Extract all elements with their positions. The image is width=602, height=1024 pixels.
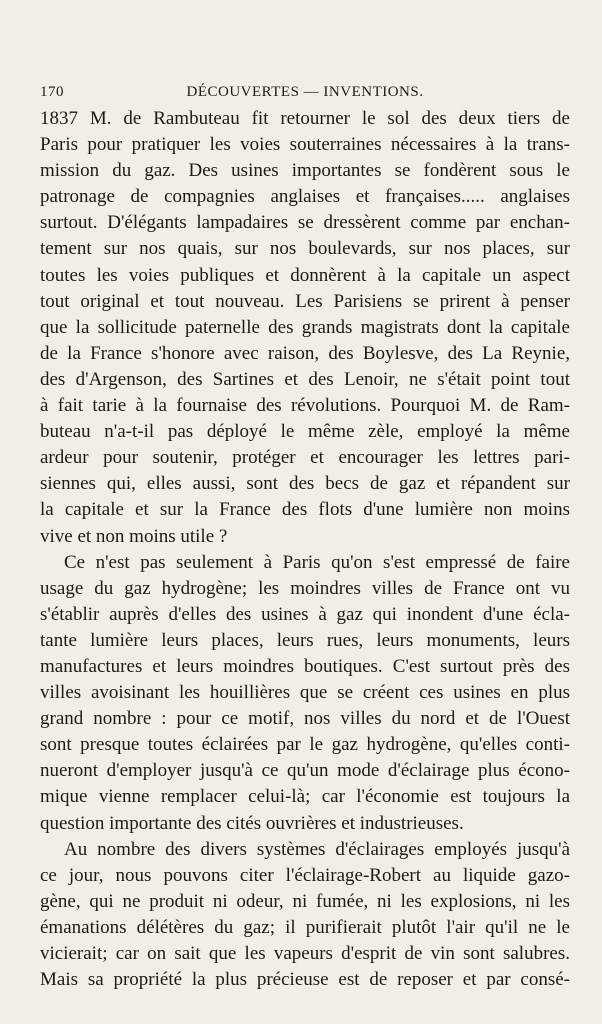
- text-line: ce jour, nous pouvons citer l'éclairage-Robert au liquide gazo-: [40, 864, 570, 886]
- body-text: [40, 106, 570, 993]
- text-line: tante lumière leurs places, leurs rues, leurs monuments, leurs: [40, 629, 570, 651]
- paragraph-end-line: question importante des cités ouvrières et industrieuses.: [40, 812, 464, 834]
- text-line: des d'Argenson, des Sartines et des Lenoir, ne s'était point tout: [40, 368, 570, 390]
- page-header: [40, 84, 570, 104]
- text-line: de la France s'honore avec raison, des Boylesve, des La Reynie,: [40, 342, 570, 364]
- text-line: patronage de compagnies anglaises et françaises..... anglaises: [40, 186, 570, 208]
- text-line: s'établir auprès d'elles des usines à gaz qui inondent d'une écla-: [40, 603, 570, 625]
- text-line: la capitale et sur la France des flots d'une lumière non moins: [40, 499, 570, 521]
- text-line: grand nombre : pour ce motif, nos villes du nord et de l'Ouest: [40, 708, 570, 730]
- text-line: siennes qui, elles aussi, sont des becs de gaz et répandent sur: [40, 473, 570, 495]
- paragraph-start-line: Au nombre des divers systèmes d'éclairages employés jusqu'à: [64, 838, 570, 860]
- text-line: manufactures et leurs moindres boutiques. C'est surtout près des: [40, 655, 570, 677]
- text-line: 1837 M. de Rambuteau fit retourner le sol des deux tiers de: [40, 108, 570, 129]
- paragraph-end-line: vive et non moins utile ?: [40, 525, 228, 547]
- text-line: Paris pour pratiquer les voies souterraines nécessaires à la trans-: [40, 134, 570, 156]
- paragraph-start-line: Ce n'est pas seulement à Paris qu'on s'est empressé de faire: [64, 551, 570, 573]
- text-line: vicierait; car on sait que les vapeurs d'esprit de vin sont salubres.: [40, 943, 570, 964]
- text-line: villes avoisinant les houillières que se créent ces usines en plus: [40, 682, 570, 704]
- text-line: tout original et tout nouveau. Les Parisiens se prirent à penser: [40, 290, 570, 312]
- text-line: toutes les voies publiques et donnèrent à la capitale un aspect: [40, 264, 570, 286]
- text-line: gène, qui ne produit ni odeur, ni fumée, ni les explosions, ni les: [40, 890, 570, 912]
- text-line: Mais sa propriété la plus précieuse est de reposer et par consé-: [40, 969, 570, 991]
- text-line: surtout. D'élégants lampadaires se dressèrent comme par enchan-: [40, 212, 570, 234]
- text-line: à fait tarie à la fournaise des révolutions. Pourquoi M. de Ram-: [40, 395, 570, 417]
- running-head: DÉCOUVERTES — INVENTIONS.: [186, 84, 424, 100]
- text-line: ardeur pour soutenir, protéger et encourager les lettres pari-: [40, 447, 570, 469]
- text-line: usage du gaz hydrogène; les moindres villes de France ont vu: [40, 577, 570, 599]
- text-line: mique vienne remplacer celui-là; car l'économie est toujours la: [40, 786, 570, 808]
- text-line: buteau n'a-t-il pas déployé le même zèle, employé la même: [40, 421, 570, 443]
- text-line: mission du gaz. Des usines importantes se fondèrent sous le: [40, 160, 570, 182]
- text-line: sont presque toutes éclairées par le gaz hydrogène, qu'elles conti-: [40, 734, 570, 756]
- text-line: que la sollicitude paternelle des grands magistrats dont la capitale: [40, 316, 570, 338]
- text-line: tement sur nos quais, sur nos boulevards, sur nos places, sur: [40, 238, 570, 260]
- page-number: 170: [40, 84, 64, 100]
- text-line: émanations délétères du gaz; il purifierait plutôt l'air qu'il ne le: [40, 916, 570, 938]
- text-line: nueront d'employer jusqu'à ce qu'un mode d'éclairage plus écono-: [40, 760, 570, 782]
